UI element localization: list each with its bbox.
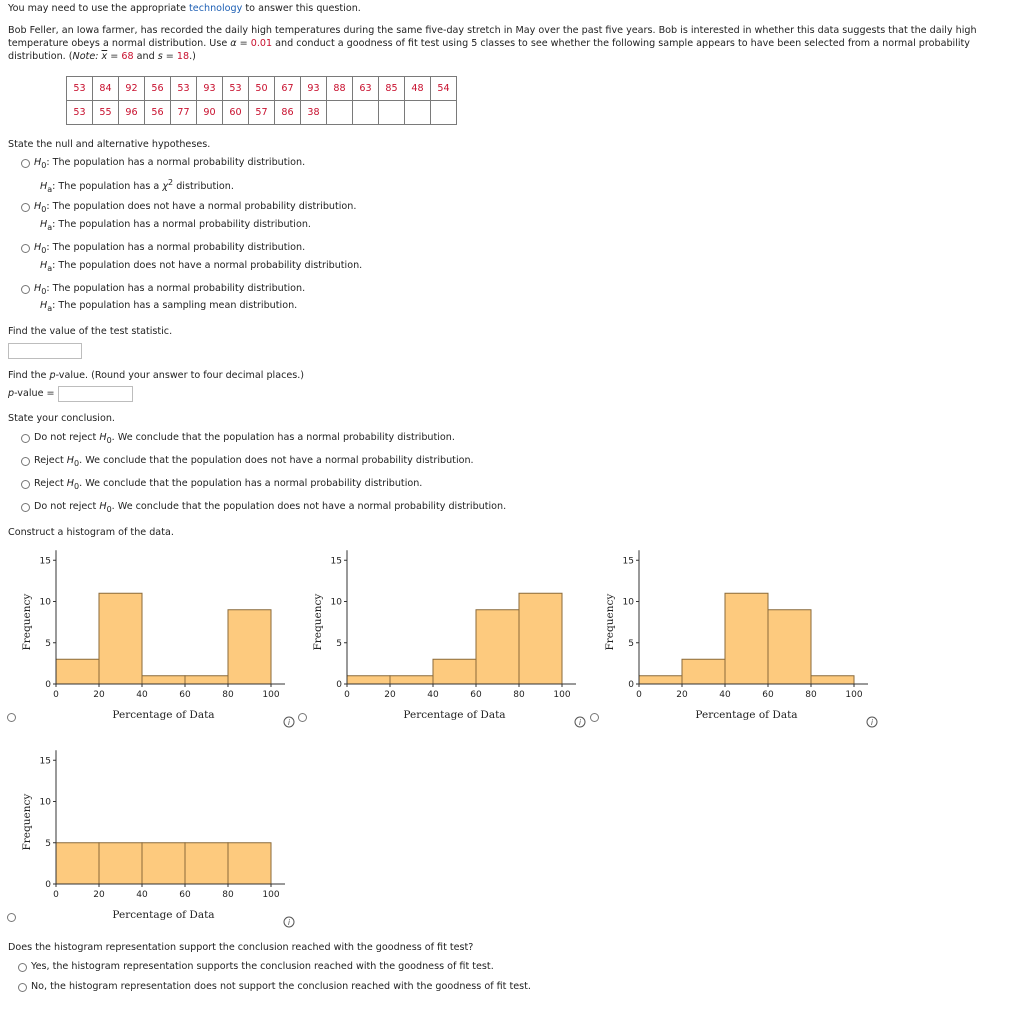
y-tick-label: 10 [39, 597, 51, 608]
histogram-bar [768, 610, 811, 684]
hypothesis-option-4-ha: $H_a$: The population has a sampling mean distribution. [40, 300, 298, 313]
conclusion-radio-1[interactable] [21, 434, 30, 443]
hypothesis-option-3-ha: $H_a$: The population does not have a normal probability distribution. [40, 260, 363, 273]
hypothesis-radio-2[interactable] [21, 203, 30, 212]
table-cell: 60 [223, 101, 249, 125]
table-cell: 93 [197, 77, 223, 101]
conclusion-option-2: Reject $H_0$. We conclude that the population does not have a normal probability distribution. [34, 455, 474, 468]
pvalue-prompt: Find the p-value. (Round your answer to four decimal places.) [8, 370, 305, 381]
table-cell: 55 [93, 101, 119, 125]
histogram-option-3 [583, 540, 883, 735]
histogram-bar [56, 843, 99, 884]
x-tick-label: 0 [344, 690, 350, 700]
y-tick-label: 5 [628, 638, 634, 649]
x-tick-label: 0 [636, 690, 642, 700]
support-radio-no[interactable] [18, 983, 27, 992]
test-stat-prompt: Find the value of the test statistic. [8, 326, 173, 337]
hypothesis-option-1-h0: $H_0$: The population has a normal probability distribution. [34, 157, 306, 170]
histogram-prompt: Construct a histogram of the data. [8, 527, 174, 538]
x-tick-label: 80 [805, 690, 817, 700]
hypothesis-option-4-h0: $H_0$: The population has a normal probability distribution. [34, 283, 306, 296]
problem-text: Bob Feller, an Iowa farmer, has recorded the daily high temperatures during the same five-day stretch in May over the past five years. Bob is interested in whether this data suggests that the daily high temperature obeys a normal distribution. Use α = 0.01 and conduct a goodness of fit test using 5 classes to see whether the following sample appears to have been selected from a normal probability distribution. (Note: $\overline{x} = 68$ and s = 18.) [8, 25, 977, 62]
conclusion-radio-2[interactable] [21, 457, 30, 466]
y-tick-label: 10 [622, 597, 634, 608]
x-tick-label: 20 [93, 690, 105, 700]
support-option-no: No, the histogram representation does not support the conclusion reached with the goodness of fit test. [31, 981, 531, 992]
x-tick-label: 60 [179, 890, 191, 900]
table-cell: 54 [431, 77, 457, 101]
histogram-option-2 [291, 540, 591, 735]
x-tick-label: 80 [222, 690, 234, 700]
table-cell: 56 [145, 101, 171, 125]
x-tick-label: 60 [762, 690, 774, 700]
histogram-bar [99, 843, 142, 884]
hypothesis-radio-3[interactable] [21, 244, 30, 253]
y-tick-label: 0 [336, 680, 342, 690]
y-tick-label: 5 [45, 838, 51, 849]
table-cell: 50 [249, 77, 275, 101]
svg-text:i: i [287, 718, 291, 727]
support-prompt: Does the histogram representation support the conclusion reached with the goodness of fit test? [8, 942, 474, 953]
y-tick-label: 10 [39, 797, 51, 808]
hypothesis-option-1-ha: $H_a$: The population has a $\chi^2$ distribution. [40, 178, 234, 195]
svg-text:i: i [287, 918, 291, 927]
intro-line: You may need to use the appropriate technology to answer this question. [8, 3, 361, 14]
info-icon[interactable] [867, 717, 877, 727]
table-cell: 84 [93, 77, 119, 101]
x-tick-label: 20 [384, 690, 396, 700]
table-row [67, 101, 457, 125]
x-tick-label: 100 [262, 690, 280, 700]
hypothesis-option-2-h0: $H_0$: The population does not have a normal probability distribution. [34, 201, 357, 214]
x-tick-label: 20 [93, 890, 105, 900]
conclusion-radio-4[interactable] [21, 503, 30, 512]
y-axis-label: Frequency [312, 593, 324, 651]
histogram-radio-2[interactable] [298, 713, 307, 722]
histogram-option-4 [0, 740, 300, 935]
y-tick-label: 5 [336, 638, 342, 649]
y-tick-label: 0 [628, 680, 634, 690]
pvalue-input[interactable] [58, 386, 133, 402]
x-tick-label: 60 [470, 690, 482, 700]
x-tick-label: 40 [136, 690, 148, 700]
histogram-bar [476, 610, 519, 684]
table-cell: 86 [275, 101, 301, 125]
x-tick-label: 20 [676, 690, 688, 700]
table-cell: 48 [405, 77, 431, 101]
histogram-bar [185, 676, 228, 684]
y-tick-label: 0 [45, 880, 51, 890]
x-tick-label: 100 [553, 690, 571, 700]
conclusion-option-4: Do not reject $H_0$. We conclude that the population does not have a normal probability distribution. [34, 501, 507, 514]
y-tick-label: 15 [622, 556, 634, 567]
histogram-bar [142, 843, 185, 884]
y-tick-label: 15 [39, 756, 51, 767]
x-axis-label: Percentage of Data [695, 709, 798, 721]
histogram-bar [519, 593, 562, 684]
table-cell: 67 [275, 77, 301, 101]
support-option-yes: Yes, the histogram representation supports the conclusion reached with the goodness of fit test. [31, 961, 494, 972]
table-cell: 88 [327, 77, 353, 101]
x-tick-label: 0 [53, 890, 59, 900]
table-cell [431, 101, 457, 125]
histogram-bar [347, 676, 390, 684]
hypothesis-option-2-ha: $H_a$: The population has a normal probability distribution. [40, 219, 311, 232]
x-tick-label: 80 [222, 890, 234, 900]
table-cell [405, 101, 431, 125]
table-cell: 53 [67, 77, 93, 101]
table-row [67, 77, 457, 101]
histogram-bar [725, 593, 768, 684]
histogram-bar [811, 676, 854, 684]
x-tick-label: 0 [53, 690, 59, 700]
x-tick-label: 40 [427, 690, 439, 700]
y-tick-label: 5 [45, 638, 51, 649]
x-tick-label: 80 [513, 690, 525, 700]
table-cell [379, 101, 405, 125]
table-cell [353, 101, 379, 125]
histogram-radio-3[interactable] [590, 713, 599, 722]
table-cell: 77 [171, 101, 197, 125]
data-table [66, 76, 457, 125]
table-cell: 63 [353, 77, 379, 101]
svg-text:i: i [870, 718, 874, 727]
table-cell: 56 [145, 77, 171, 101]
info-icon[interactable] [284, 917, 294, 927]
table-cell: 53 [171, 77, 197, 101]
hypothesis-radio-4[interactable] [21, 285, 30, 294]
test-stat-input[interactable] [8, 343, 82, 359]
hypothesis-option-3-h0: $H_0$: The population has a normal probability distribution. [34, 242, 306, 255]
histogram-bar [142, 676, 185, 684]
histogram-radio-1[interactable] [7, 713, 16, 722]
table-cell [327, 101, 353, 125]
x-tick-label: 40 [136, 890, 148, 900]
y-tick-label: 10 [330, 597, 342, 608]
table-cell: 57 [249, 101, 275, 125]
y-axis-label: Frequency [21, 593, 33, 651]
histogram-option-1 [0, 540, 300, 735]
table-cell: 38 [301, 101, 327, 125]
table-cell: 53 [67, 101, 93, 125]
table-cell: 96 [119, 101, 145, 125]
y-tick-label: 0 [45, 680, 51, 690]
table-cell: 93 [301, 77, 327, 101]
histogram-bar [185, 843, 228, 884]
y-axis-label: Frequency [604, 593, 616, 651]
x-axis-label: Percentage of Data [112, 909, 215, 921]
histogram-bar [228, 610, 271, 684]
table-cell: 85 [379, 77, 405, 101]
y-tick-label: 15 [330, 556, 342, 567]
technology-link[interactable]: technology [189, 3, 243, 14]
histogram-bar [56, 659, 99, 684]
x-axis-label: Percentage of Data [112, 709, 215, 721]
conclusion-radio-3[interactable] [21, 480, 30, 489]
support-radio-yes[interactable] [18, 963, 27, 972]
x-tick-label: 40 [719, 690, 731, 700]
x-tick-label: 100 [845, 690, 863, 700]
svg-text:i: i [578, 718, 582, 727]
histogram-bar [639, 676, 682, 684]
x-tick-label: 60 [179, 690, 191, 700]
histogram-bar [682, 659, 725, 684]
hypotheses-prompt: State the null and alternative hypotheses. [8, 139, 211, 150]
x-tick-label: 100 [262, 890, 280, 900]
histogram-radio-4[interactable] [7, 913, 16, 922]
hypothesis-radio-1[interactable] [21, 159, 30, 168]
y-tick-label: 15 [39, 556, 51, 567]
x-axis-label: Percentage of Data [403, 709, 506, 721]
table-cell: 53 [223, 77, 249, 101]
histogram-bar [228, 843, 271, 884]
y-axis-label: Frequency [21, 793, 33, 851]
conclusion-prompt: State your conclusion. [8, 413, 115, 424]
histogram-bar [390, 676, 433, 684]
conclusion-option-1: Do not reject $H_0$. We conclude that the population has a normal probability distribution. [34, 432, 455, 445]
table-cell: 92 [119, 77, 145, 101]
table-cell: 90 [197, 101, 223, 125]
histogram-bar [433, 659, 476, 684]
conclusion-option-3: Reject $H_0$. We conclude that the population has a normal probability distribution. [34, 478, 423, 491]
histogram-bar [99, 593, 142, 684]
pvalue-label: p-value = [8, 388, 55, 399]
